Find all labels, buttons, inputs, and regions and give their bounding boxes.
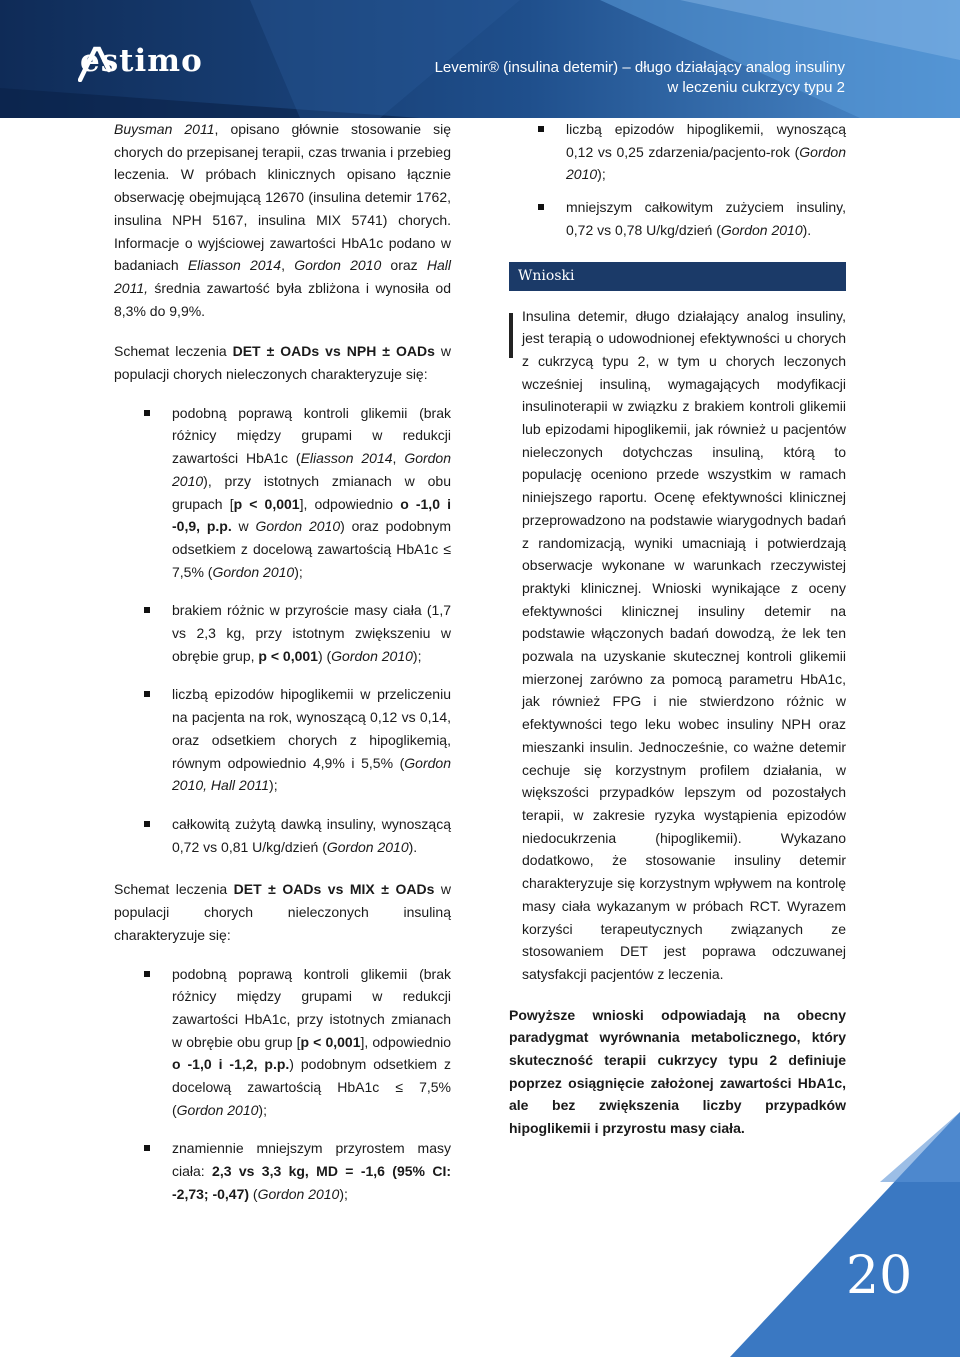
text-span: podobną poprawą kontroli glikemii (brak różnicy między grupami w redukcji zawartości HbA1c ( [172,404,451,467]
citation: Gordon 2010 [720,221,803,238]
text-span: w populacji chorych nieleczonych charakteryzuje się: [114,343,451,383]
text-span: ) oraz podobnym odsetkiem z docelową zawartością HbA1c ≤ 7,5% ( [172,518,452,580]
text-span: w [231,518,256,535]
conclusions-text: Insulina detemir, długo działający analog insuliny, jest terapią o udowodnionej efektywności u chorych z cukrzycą typu 2, w tym u chorych leczonych wcześniej insuliną, wymagających modyfikacji insulinoterapii w związku z brakiem kontroli glikemii lub epizodami hipoglikemii, jak również u pacjentów nieleczonych dotychczas insuliną, którą to populację oceniono przede wszystkim w ramach niniejszego raportu. Ocenę efektywności klinicznej przeprowadzono na podstawie wiarygodnych badań z randomizacją, wyniki umacniają i potwierdzają obserwacje wykonane w warunkach rzeczywistej praktyki klinicznej. Wnioski wynikające z oceny efektywności klinicznej insuliny detemir na podstawie włączonych badań dowodzą, że lek ten pozwala na uzyskanie skutecznej kontroli glikemii mierzonej zarówno za pomocą parametru HbA1c, jak również FPG i nie stwierdzono różnic w efektywności tego leku wobec insuliny NPH oraz mieszanki insulin. Jednocześnie, co ważne detemir cechuje się korzystnym profilem działania, w większości przypadków lepszym od pozostałych terapii, w zakresie ryzyka wystąpienia epizodów niedocukrzenia (hipoglikemii). Wykazano dodatkowo, że stosowanie insuliny detemir charakteryzuje się korzystnym wpływem na kontrolę masy ciała wykazanym w próbach RCT. Wyrazem korzyści terapeutycznych związanych ze stosowaniem DET jest poprawa odczuwanej satysfakcji pacjentów z leczenia. [522,307,846,982]
text-span: Schemat leczenia [114,343,233,360]
text-span: oraz [381,257,427,274]
document-title [435,58,845,98]
text-span: Schemat leczenia [114,881,234,898]
nph-comparison-list [114,402,451,859]
document-title-line1: Levemir® (insulina detemir) – długo działający analog insuliny [434,59,845,76]
dropcap-bar-icon [509,313,513,358]
effect-size: o -1,0 i -0,9, p.p. [172,495,451,535]
text-span: liczbą epizodów hipoglikemii w przeliczeniu na pacjenta na rok, wynoszącą 0,12 vs 0,14, oraz odsetkiem chorych z hipoglikemią, równym odpowiednio 4,9% i 5,5% ( [172,686,451,771]
text-span: ). [408,838,418,855]
text-span: , [392,450,405,467]
page-number: 20 [846,1246,913,1306]
mix-comparison-list-continued [509,118,846,242]
text-span: , opisano głównie stosowanie się chorych do przepisanej terapii, czas trwania i przebieg leczenia. W próbach klinicznych opisano łącznie obserwację obejmującą 12670 (insulina detemir 1762, insulina NPH 5167, insulina MIX 5741) chorych. Informacje o wyjściowej zawartości HbA1c podano w badaniach [114,121,452,274]
final-conclusion: Powyższe wnioski odpowiadają na obecny paradygmat wyrównania metabolicznego, który skuteczność terapii cukrzycy typu 2 definiuje poprzez osiągnięcie założonej zawartości HbA1c, ale bez zwiększenia liczby przypadków hipoglikemii i przyrostu masy ciała. [509,1006,846,1137]
list-item [114,402,451,584]
list-item [509,118,846,186]
intro-paragraph [114,118,451,322]
text-span: ); [269,777,278,794]
right-column [509,118,846,1140]
text-span: ). [802,221,812,238]
mix-comparison-list [114,963,451,1206]
citation: Gordon 2010 [326,838,409,855]
text-span: ); [597,166,606,183]
citation: Gordon 2010, Hall 2011 [172,754,451,794]
text-span: ); [294,563,303,580]
list-item [114,963,451,1122]
citation: Gordon 2010 [257,1185,340,1202]
list-item [509,196,846,241]
list-item [114,813,451,858]
text-span: ); [339,1185,348,1202]
citation: Gordon 2010 [172,450,452,489]
text-span: ) ( [317,647,332,664]
list-item [114,1137,451,1205]
p-value: p < 0,001 [300,1033,361,1050]
document-title-line2: w leczeniu cukrzycy typu 2 [667,79,845,96]
text-span: ], odpowiednio [299,495,401,512]
citation: Gordon 2010 [255,518,341,535]
p-value: p < 0,001 [258,647,318,664]
text-span: całkowitą zużytą dawką insuliny, wynoszącą 0,72 vs 0,81 U/kg/dzień ( [172,815,451,855]
text-span: średnia zawartość była zbliżona i wynosiła od 8,3% do 9,9%. [114,279,451,319]
text-span: ); [258,1101,267,1118]
list-item [114,683,451,797]
text-span: ( [249,1185,258,1202]
list-item [114,599,451,667]
scheme-mix-intro [114,878,451,946]
effect-size: 2,3 vs 3,3 kg, MD = -1,6 (95% CI: -2,73; -0,47) [172,1163,451,1202]
text-span: ), przy istotnych zmianach w obu grupach [ [172,472,451,512]
citation: Hall 2011, [114,257,451,296]
text-span: , [281,257,295,274]
effect-size: o -1,0 i -1,2, p.p. [172,1056,290,1073]
section-heading-wnioski: Wnioski [509,262,846,291]
logo-mark-icon [78,46,112,82]
citation: Gordon 2010 [566,143,846,183]
text-span: podobną poprawą kontroli glikemii (brak różnicy między grupami w redukcji zawartości HbA1c, przy istotnych zmianach w obrębie obu grup [ [172,965,451,1050]
citation: Gordon 2010 [294,257,382,274]
citation: Gordon 2010 [212,563,295,580]
text-span: ); [412,647,422,664]
logo-text: estimo [80,43,203,79]
citation: Buysman 2011 [114,121,215,137]
text-span: w populacji chorych nieleczonych insuliną charakteryzuje się: [114,881,451,943]
text-span: ) podobnym odsetkiem z docelową zawartością HbA1c ≤ 7,5% ( [172,1056,451,1118]
p-value: p < 0,001 [233,495,300,512]
text-span: mniejszym całkowitym zużyciem insuliny, 0,72 vs 0,78 U/kg/dzień ( [566,199,846,238]
citation: Eliasson 2014 [187,257,282,274]
scheme-label: DET ± OADs vs MIX ± OADs [233,881,435,898]
conclusions-paragraph [509,305,846,986]
page-header [0,0,960,118]
citation: Gordon 2010 [176,1101,259,1118]
text-span: brakiem różnic w przyroście masy ciała (1,7 vs 2,3 kg, przy istotnym zwiększeniu w obrębie grup, [172,602,451,664]
citation: Gordon 2010 [331,647,413,664]
text-span: znamiennie mniejszym przyrostem masy ciała: [172,1140,451,1180]
scheme-label: DET ± OADs vs NPH ± OADs [232,343,435,360]
citation: Eliasson 2014 [300,450,393,467]
estimo-logo [78,43,203,79]
corner-triangle-decoration [730,1112,960,1357]
text-span: liczbą epizodów hipoglikemii, wynoszącą 0,12 vs 0,25 zdarzenia/pacjento-rok ( [566,121,846,160]
text-span: ], odpowiednio [360,1033,452,1050]
left-column [114,118,451,1226]
scheme-nph-intro [114,340,451,385]
